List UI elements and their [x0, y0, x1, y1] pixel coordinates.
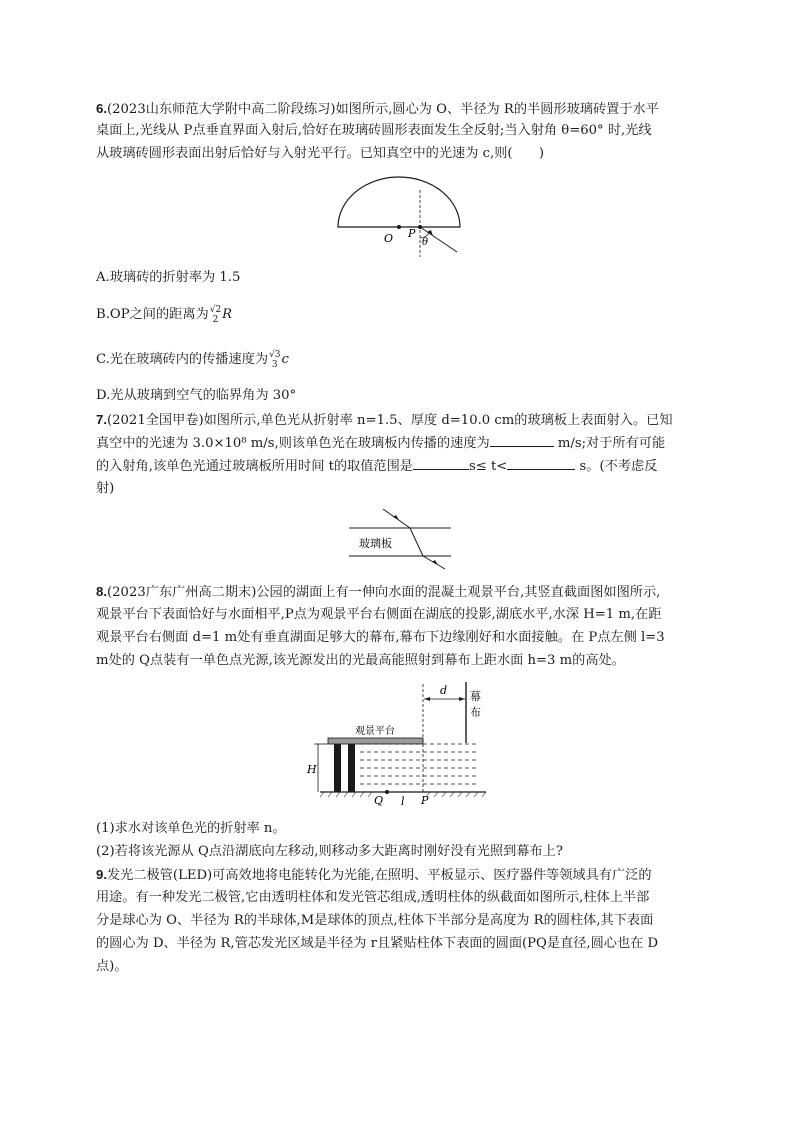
q9-line-4: 的圆心为 D、半径为 R,管芯发光区域是半径为 r且紧贴柱体下表面的圆面(PQ是直径,圆心也在 D: [96, 936, 659, 951]
q9-line-5: 点)。: [96, 959, 128, 974]
q8-label-screen-2: 布: [470, 706, 481, 719]
q8-line-2: 观景平台下表面恰好与水面相平,P点为观景平台右侧面在湖底的投影,湖底水平,水深 H=1 m,在距: [96, 607, 662, 622]
q8-number: 8.: [96, 584, 107, 599]
q8-line-4: m处的 Q点装有一单色点光源,该光源发出的光最高能照射到幕布上距水面 h=3 m的高处。: [96, 653, 625, 668]
q9-number: 9.: [96, 867, 107, 882]
q7-line-4: 射): [96, 481, 115, 496]
q7-number: 7.: [96, 412, 107, 427]
q7-blank-tmin[interactable]: [413, 455, 469, 470]
q6-option-b-fraction: √2 2: [209, 304, 222, 325]
q7-glass-label: 玻璃板: [359, 537, 392, 550]
q6-semicircle-figure: [330, 172, 470, 262]
q7-blank-tmax[interactable]: [507, 455, 575, 470]
q8-sub-question-1: (1)求水对该单色光的折射率 n。: [96, 821, 286, 836]
q7-line-3: 的入射角,该单色光通过玻璃板所用时间 t的取值范围是 s≤ t< s。(不考虑反: [96, 455, 702, 478]
q6-option-b: B.OP之间的距离为 √2 2 R: [96, 304, 233, 325]
q8-label-platform: 观景平台: [355, 726, 395, 737]
q8-label-screen-1: 幕: [470, 690, 481, 703]
q6-line-2: 桌面上,光线从 P点垂直界面入射后,恰好在玻璃砖圆形表面发生全反射;当入射角 θ=60° 时,光线: [96, 123, 652, 138]
q7-glass-plate-figure: [345, 505, 455, 570]
q9-line-1: 9.发光二极管(LED)可高效地将电能转化为光能,在照明、平板显示、医疗器件等领域具有广泛的: [96, 867, 652, 883]
q6-option-d: D.光从玻璃到空气的临界角为 30°: [96, 388, 297, 403]
q9-line-2: 用途。有一种发光二极管,它由透明柱体和发光管芯组成,透明柱体的纵截面如图所示,柱体上半部: [96, 890, 650, 905]
q7-line-2: 真空中的光速为 3.0×10⁸ m/s,则该单色光在玻璃板内传播的速度为 m/s;对于所有可能: [96, 432, 702, 455]
q9-line-3: 分是球心为 O、半径为 R的半球体,M是球体的顶点,柱体下半部分是高度为 R的圆柱体,其下表面: [96, 913, 654, 928]
q6-line-1: 6.(2023山东师范大学附中高二阶段练习)如图所示,圆心为 O、半径为 R的半圆形玻璃砖置于水平: [96, 101, 659, 117]
q8-line-1: 8.(2023广东广州高二期末)公园的湖面上有一伸向水面的混凝土观景平台,其竖直截面图如图所示,: [96, 584, 661, 600]
q6-label-p: P: [408, 227, 416, 240]
q8-label-q: Q: [374, 794, 384, 807]
q6-number: 6.: [96, 101, 107, 116]
q6-option-c: C.光在玻璃砖内的传播速度为 √3 3 c: [96, 349, 289, 370]
q6-option-c-fraction: √3 3: [269, 349, 281, 370]
q6-label-theta: θ: [422, 237, 429, 248]
q7-blank-speed[interactable]: [490, 432, 554, 447]
q8-lake-platform-figure: [300, 680, 500, 810]
q6-label-o: O: [384, 232, 394, 245]
q8-label-l: l: [401, 795, 405, 808]
q6-option-a: A.玻璃砖的折射率为 1.5: [96, 270, 241, 285]
q7-line-1: 7.(2021全国甲卷)如图所示,单色光从折射率 n=1.5、厚度 d=10.0 cm的玻璃板上表面射入。已知: [96, 412, 673, 428]
q8-label-p: P: [421, 794, 429, 807]
q8-line-3: 观景平台右侧面 d=1 m处有垂直湖面足够大的幕布,幕布下边缘刚好和水面接触。在 P点左侧 l=3: [96, 630, 665, 645]
q8-sub-question-2: (2)若将该光源从 Q点沿湖底向左移动,则移动多大距离时刚好没有光照到幕布上?: [96, 844, 563, 859]
q6-line-3: 从玻璃砖圆形表面出射后恰好与入射光平行。已知真空中的光速为 c,则( ): [96, 146, 545, 161]
q8-label-h: H: [307, 763, 317, 776]
q8-label-d: d: [440, 684, 448, 697]
